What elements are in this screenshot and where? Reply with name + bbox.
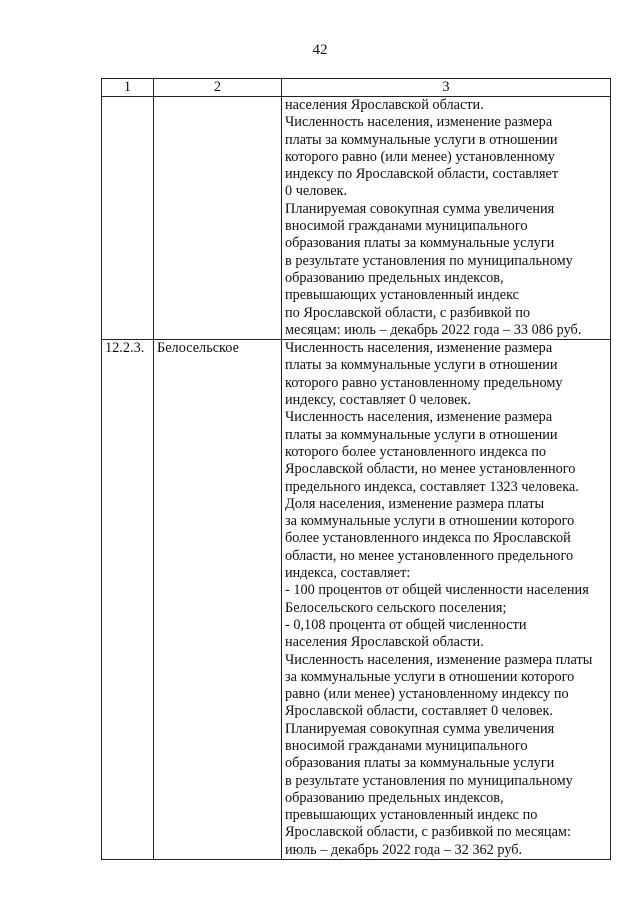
text-line: Численность населения, изменение размера (285, 114, 553, 131)
text-line: Ярославской области, составляет 0 человек. (285, 703, 554, 720)
text-line: Ярославской области, с разбивкой по месяцам: (285, 824, 571, 841)
text-line: населения Ярославской области. (285, 634, 484, 651)
text-line: Планируемая совокупная сумма увеличения (285, 720, 555, 737)
text-line: - 0,108 процента от общей численности (285, 616, 527, 633)
column-header-3: 3 (282, 79, 611, 97)
text-line: области, но менее установленного предельного (285, 547, 574, 564)
row-number-cell: 12.2.3. (102, 340, 154, 860)
text-line: индексу, составляет 0 человек. (285, 392, 472, 409)
text-line: - 100 процентов от общей численности населения (285, 582, 589, 599)
text-line: предельного индекса, составляет 1323 человека. (285, 478, 579, 495)
page-number: 42 (312, 42, 328, 58)
text-line: образованию предельных индексов, (285, 789, 504, 806)
description-cell (282, 97, 611, 340)
table-header-row (102, 79, 611, 97)
data-table (101, 78, 611, 860)
text-line: Численность населения, изменение размера платы (285, 651, 593, 668)
text-line: образования платы за коммунальные услуги (285, 755, 555, 772)
text-line: месяцам: июль – декабрь 2022 года – 33 086 руб. (285, 321, 582, 338)
column-header-2: 2 (154, 79, 282, 97)
text-line: в результате установления по муниципальному (285, 252, 573, 269)
text-line: равно (или менее) установленному индексу по (285, 686, 569, 703)
description-cell (282, 340, 611, 860)
text-line: платы за коммунальные услуги в отношении (285, 426, 558, 443)
column-header-1: 1 (102, 79, 154, 97)
text-line: за коммунальные услуги в отношении которого (285, 513, 575, 530)
table-row (102, 340, 611, 860)
text-line: индексу по Ярославской области, составляет (285, 166, 559, 183)
text-line: за коммунальные услуги в отношении которого (285, 668, 575, 685)
text-line: в результате установления по муниципальному (285, 772, 573, 789)
text-line: которого равно установленному предельному (285, 374, 563, 391)
text-line: Численность населения, изменение размера (285, 409, 553, 426)
text-line: 0 человек. (285, 183, 348, 200)
text-line: образования платы за коммунальные услуги (285, 235, 555, 252)
text-line: которого более установленного индекса по (285, 443, 547, 460)
text-line: вносимой гражданами муниципального (285, 737, 528, 754)
text-line: превышающих установленный индекс (285, 287, 520, 304)
text-line: Доля населения, изменение размера платы (285, 495, 545, 512)
table-row (102, 97, 611, 340)
text-line: превышающих установленный индекс по (285, 807, 538, 824)
municipality-name-cell (154, 97, 282, 340)
row-number-cell (102, 97, 154, 340)
municipality-name-cell: Белосельское (154, 340, 282, 860)
text-line: образованию предельных индексов, (285, 269, 504, 286)
text-line: по Ярославской области, с разбивкой по (285, 304, 531, 321)
text-line: Планируемая совокупная сумма увеличения (285, 200, 555, 217)
text-line: платы за коммунальные услуги в отношении (285, 357, 558, 374)
text-line: июль – декабрь 2022 года – 32 362 руб. (285, 841, 523, 858)
text-line: которого равно (или менее) установленному (285, 148, 555, 165)
text-line: вносимой гражданами муниципального (285, 218, 528, 235)
text-line: Белосельского сельского поселения; (285, 599, 507, 616)
text-line: платы за коммунальные услуги в отношении (285, 131, 558, 148)
text-line: более установленного индекса по Ярославской (285, 530, 571, 547)
text-line: Численность населения, изменение размера (285, 340, 553, 357)
text-line: Ярославской области, но менее установленного (285, 461, 576, 478)
text-line: индекса, составляет: (285, 565, 411, 582)
text-line: населения Ярославской области. (285, 97, 484, 113)
